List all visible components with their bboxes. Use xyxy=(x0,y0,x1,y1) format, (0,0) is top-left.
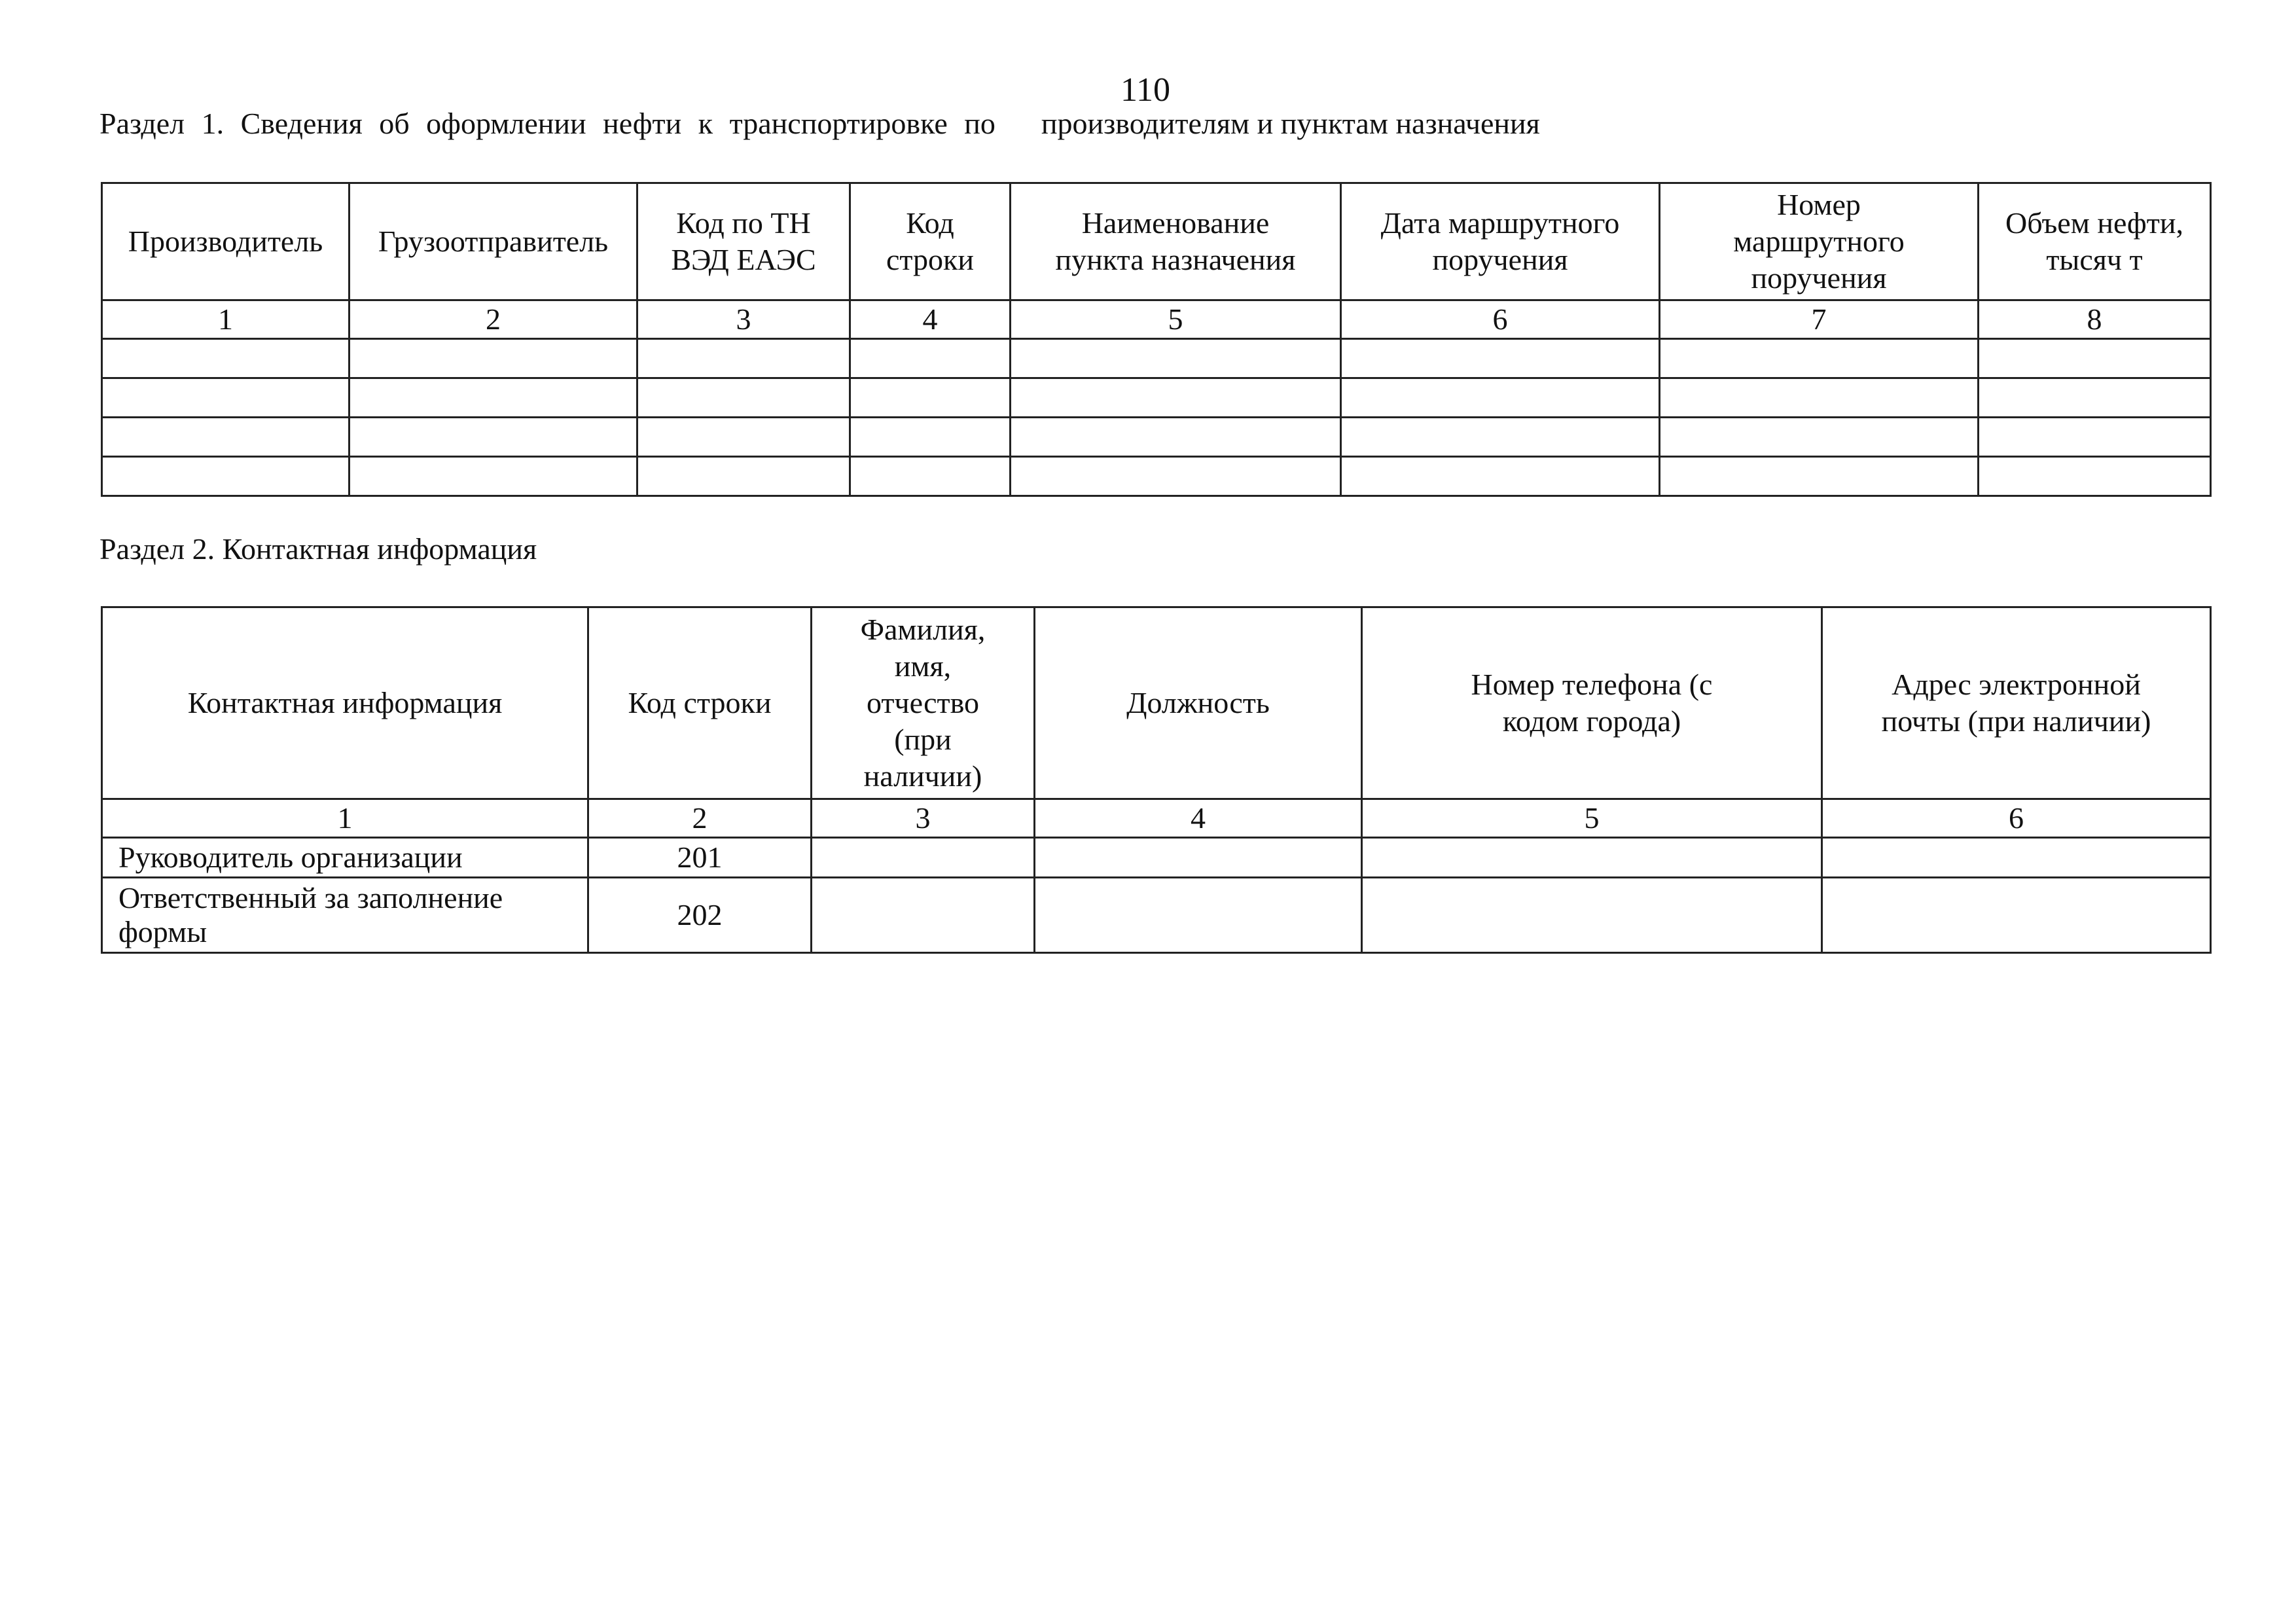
section1-title-main: Раздел 1. Сведения об оформлении нефти к транспортировке по xyxy=(99,107,996,140)
s1-empty-cell[interactable] xyxy=(102,418,350,457)
s2-col-number: 5 xyxy=(1362,799,1822,838)
s1-empty-cell[interactable] xyxy=(637,457,850,496)
s2-empty-cell[interactable] xyxy=(1035,838,1362,878)
s2-row-code: 202 xyxy=(588,878,812,953)
s2-row-label: Руководитель организации xyxy=(102,838,588,878)
s1-empty-cell[interactable] xyxy=(637,378,850,418)
section1-header-row xyxy=(102,183,2211,300)
s1-col-number: 7 xyxy=(1660,300,1979,339)
s2-header-phone: Номер телефона (с кодом города) xyxy=(1362,607,1822,799)
s2-col-number: 1 xyxy=(102,799,588,838)
s1-empty-cell[interactable] xyxy=(850,418,1011,457)
s1-empty-row xyxy=(102,418,2211,457)
s1-header-destination: Наименование пункта назначения xyxy=(1011,183,1341,300)
s1-empty-cell[interactable] xyxy=(1341,378,1660,418)
s1-empty-cell[interactable] xyxy=(850,378,1011,418)
s1-empty-cell[interactable] xyxy=(1660,339,1979,378)
s1-empty-cell[interactable] xyxy=(1341,457,1660,496)
s2-col-number: 2 xyxy=(588,799,812,838)
s1-empty-cell[interactable] xyxy=(1011,457,1341,496)
s2-empty-cell[interactable] xyxy=(1362,838,1822,878)
s1-col-number: 2 xyxy=(350,300,637,339)
s1-header-tn-ved-code: Код по ТН ВЭД ЕАЭС xyxy=(637,183,850,300)
section2-number-row xyxy=(102,799,2211,838)
s1-col-number: 1 xyxy=(102,300,350,339)
s1-empty-cell[interactable] xyxy=(350,378,637,418)
s1-header-row-code: Код строки xyxy=(850,183,1011,300)
s1-header-producer: Производитель xyxy=(102,183,350,300)
s1-empty-cell[interactable] xyxy=(102,339,350,378)
section2-title: Раздел 2. Контактная информация xyxy=(99,532,537,566)
page-number: 110 xyxy=(1120,71,1171,109)
s2-empty-cell[interactable] xyxy=(1035,878,1362,953)
s1-col-number: 5 xyxy=(1011,300,1341,339)
s1-empty-cell[interactable] xyxy=(102,457,350,496)
s1-empty-cell[interactable] xyxy=(1979,418,2211,457)
s1-empty-row xyxy=(102,339,2211,378)
s1-empty-cell[interactable] xyxy=(1011,339,1341,378)
s1-empty-row xyxy=(102,457,2211,496)
s1-col-number: 6 xyxy=(1341,300,1660,339)
s2-empty-cell[interactable] xyxy=(812,878,1035,953)
s2-col-number: 3 xyxy=(812,799,1035,838)
s1-col-number: 3 xyxy=(637,300,850,339)
section1-number-row xyxy=(102,300,2211,339)
s1-header-oil-volume: Объем нефти, тысяч т xyxy=(1979,183,2211,300)
s1-header-route-date: Дата маршрутного поручения xyxy=(1341,183,1660,300)
s1-empty-cell[interactable] xyxy=(637,339,850,378)
s1-empty-cell[interactable] xyxy=(350,339,637,378)
s2-row-head-of-organization xyxy=(102,838,2211,878)
s1-empty-cell[interactable] xyxy=(850,457,1011,496)
s1-col-number: 8 xyxy=(1979,300,2211,339)
section1-title xyxy=(99,106,1540,141)
s1-empty-cell[interactable] xyxy=(102,378,350,418)
s1-empty-cell[interactable] xyxy=(1660,457,1979,496)
s1-empty-cell[interactable] xyxy=(1660,378,1979,418)
s1-empty-cell[interactable] xyxy=(850,339,1011,378)
s1-empty-cell[interactable] xyxy=(1660,418,1979,457)
s1-empty-cell[interactable] xyxy=(1979,457,2211,496)
s2-empty-cell[interactable] xyxy=(812,838,1035,878)
s2-col-number: 6 xyxy=(1822,799,2211,838)
s1-empty-cell[interactable] xyxy=(1979,378,2211,418)
s2-empty-cell[interactable] xyxy=(1822,878,2211,953)
s2-header-position: Должность xyxy=(1035,607,1362,799)
s2-row-code: 201 xyxy=(588,838,812,878)
section2-header-row xyxy=(102,607,2211,799)
s2-row-label: Ответственный за заполнение формы xyxy=(102,878,588,953)
s1-header-shipper: Грузоотправитель xyxy=(350,183,637,300)
section1-title-tail: производителям и пунктам назначения xyxy=(1041,107,1540,140)
s1-empty-cell[interactable] xyxy=(350,457,637,496)
s2-col-number: 4 xyxy=(1035,799,1362,838)
s1-empty-cell[interactable] xyxy=(1979,339,2211,378)
s2-header-email: Адрес электронной почты (при наличии) xyxy=(1822,607,2211,799)
s1-empty-cell[interactable] xyxy=(1341,418,1660,457)
s2-header-contact-info: Контактная информация xyxy=(102,607,588,799)
s2-row-responsible-person xyxy=(102,878,2211,953)
s1-empty-cell[interactable] xyxy=(350,418,637,457)
section1-table xyxy=(101,182,2212,497)
s1-header-route-number: Номер маршрутного поручения xyxy=(1660,183,1979,300)
s1-empty-row xyxy=(102,378,2211,418)
s2-header-row-code: Код строки xyxy=(588,607,812,799)
s2-empty-cell[interactable] xyxy=(1822,838,2211,878)
s2-header-full-name: Фамилия, имя, отчество (при наличии) xyxy=(812,607,1035,799)
s1-empty-cell[interactable] xyxy=(1011,418,1341,457)
s1-empty-cell[interactable] xyxy=(1011,378,1341,418)
s1-empty-cell[interactable] xyxy=(1341,339,1660,378)
s1-empty-cell[interactable] xyxy=(637,418,850,457)
section2-table xyxy=(101,606,2212,954)
s1-col-number: 4 xyxy=(850,300,1011,339)
s2-empty-cell[interactable] xyxy=(1362,878,1822,953)
